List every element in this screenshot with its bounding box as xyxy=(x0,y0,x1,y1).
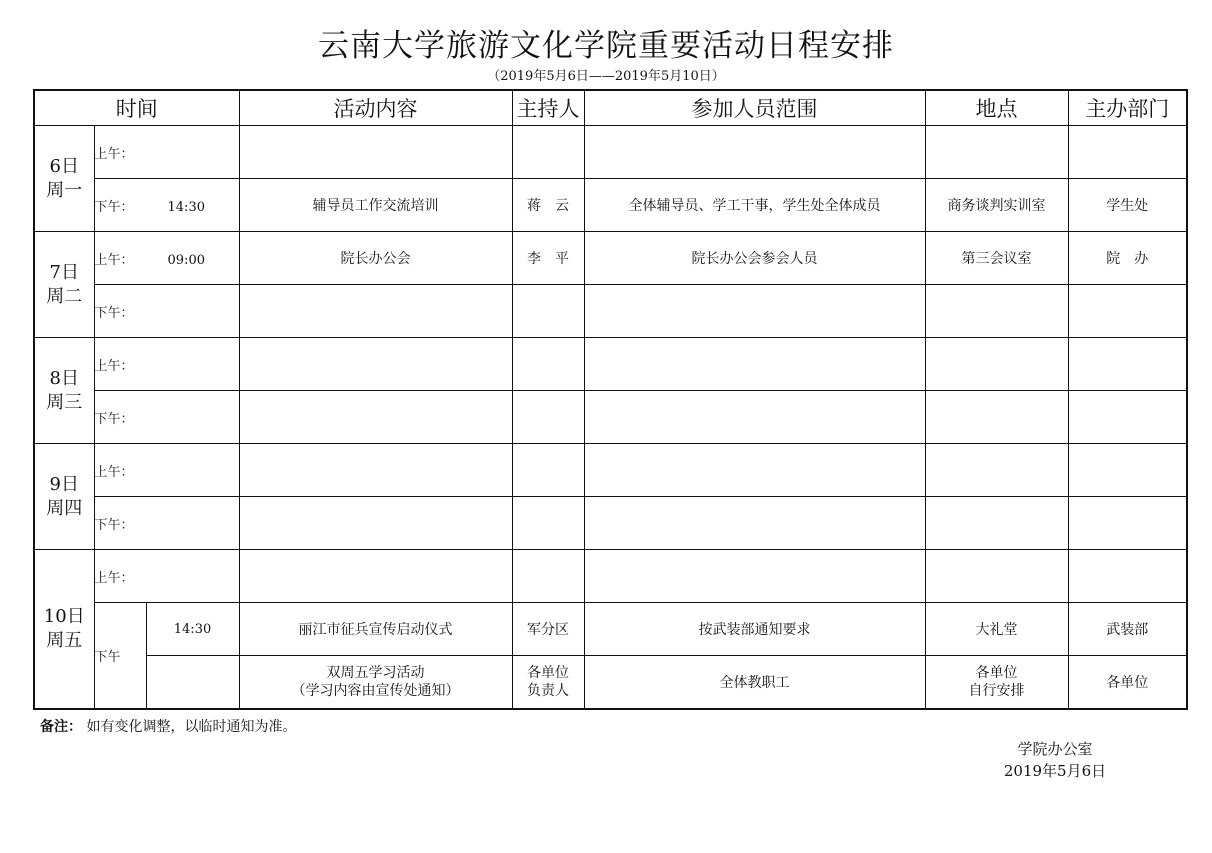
participants-cell xyxy=(584,126,925,179)
content-line: 双周五学习活动 xyxy=(326,665,425,681)
table-row xyxy=(34,603,1187,656)
content-cell xyxy=(239,444,512,497)
host-line: 负责人 xyxy=(527,683,569,699)
participants-cell: 全体辅导员、学工干事，学生处全体成员 xyxy=(584,179,925,232)
day-date: 9日 xyxy=(49,473,79,495)
location-cell xyxy=(925,550,1068,603)
location-cell: 商务谈判实训室 xyxy=(925,179,1068,232)
slot-time: 09:00 xyxy=(167,252,205,268)
host-line: 各单位 xyxy=(527,665,569,681)
department-cell: 院 办 xyxy=(1068,232,1187,285)
department-cell xyxy=(1068,444,1187,497)
content-cell xyxy=(239,285,512,338)
header-participants: 参加人员范围 xyxy=(584,90,925,126)
department-cell xyxy=(1068,497,1187,550)
participants-cell xyxy=(584,285,925,338)
content-cell xyxy=(239,656,512,710)
slot-am xyxy=(94,232,239,285)
content-cell: 丽江市征兵宣传启动仪式 xyxy=(239,603,512,656)
table-row xyxy=(34,391,1187,444)
department-cell: 武装部 xyxy=(1068,603,1187,656)
location-cell xyxy=(925,338,1068,391)
day-weekday: 周五 xyxy=(46,630,83,651)
location-cell xyxy=(925,656,1068,710)
table-row xyxy=(34,338,1187,391)
location-cell xyxy=(925,497,1068,550)
issuer-office: 学院办公室 xyxy=(1017,740,1093,758)
table-row xyxy=(34,232,1187,285)
location-cell xyxy=(925,391,1068,444)
slot-am: 上午： xyxy=(94,126,239,179)
slot-time xyxy=(146,656,239,710)
host-cell xyxy=(512,126,584,179)
participants-cell xyxy=(584,391,925,444)
day-cell xyxy=(34,232,94,338)
table-row xyxy=(34,126,1187,179)
day-cell xyxy=(34,126,94,232)
day-cell xyxy=(34,444,94,550)
day-weekday: 周一 xyxy=(46,179,83,201)
host-cell xyxy=(512,497,584,550)
location-line: 自行安排 xyxy=(968,683,1025,699)
day-date: 8日 xyxy=(49,367,79,389)
header-content: 活动内容 xyxy=(239,90,512,126)
header-location: 地点 xyxy=(925,90,1068,126)
content-cell xyxy=(239,338,512,391)
slot-time: 14:30 xyxy=(167,199,205,215)
host-cell xyxy=(512,656,584,710)
table-row xyxy=(34,550,1187,603)
slot-pm: 下午： xyxy=(94,285,239,338)
department-cell: 学生处 xyxy=(1068,179,1187,232)
table-row xyxy=(34,656,1187,710)
issue-date: 2019年5月6日 xyxy=(1003,762,1107,780)
location-cell: 第三会议室 xyxy=(925,232,1068,285)
day-cell xyxy=(34,338,94,444)
day-date: 10日 xyxy=(43,606,85,627)
page-title: 云南大学旅游文化学院重要活动日程安排 xyxy=(318,28,894,64)
participants-cell: 院长办公会参会人员 xyxy=(584,232,925,285)
location-cell xyxy=(925,444,1068,497)
slot-pm xyxy=(94,179,239,232)
department-cell xyxy=(1068,338,1187,391)
slot-am: 上午： xyxy=(94,550,239,603)
header-time: 时间 xyxy=(34,90,239,126)
day-weekday: 周四 xyxy=(46,497,83,519)
host-cell xyxy=(512,444,584,497)
slot-pm: 下午： xyxy=(94,391,239,444)
host-cell: 蒋 云 xyxy=(512,179,584,232)
slot-pm: 下午： xyxy=(94,497,239,550)
host-cell xyxy=(512,285,584,338)
department-cell: 各单位 xyxy=(1068,656,1187,710)
issuer-block xyxy=(1000,738,1110,782)
department-cell xyxy=(1068,285,1187,338)
content-cell: 辅导员工作交流培训 xyxy=(239,179,512,232)
slot-pm: 下午 xyxy=(94,603,146,710)
header-row xyxy=(34,90,1187,126)
slot-am: 上午： xyxy=(94,444,239,497)
day-cell xyxy=(34,550,94,710)
location-cell: 大礼堂 xyxy=(925,603,1068,656)
participants-cell: 按武装部通知要求 xyxy=(584,603,925,656)
header-department: 主办部门 xyxy=(1068,90,1187,126)
day-weekday: 周二 xyxy=(46,285,83,307)
day-date: 6日 xyxy=(49,155,79,177)
table-row xyxy=(34,285,1187,338)
date-range-subtitle: （2019年5月6日——2019年5月10日） xyxy=(487,69,725,84)
participants-cell xyxy=(584,497,925,550)
department-cell xyxy=(1068,391,1187,444)
schedule-table xyxy=(33,89,1188,710)
location-cell xyxy=(925,126,1068,179)
host-cell xyxy=(512,338,584,391)
participants-cell xyxy=(584,550,925,603)
content-cell xyxy=(239,497,512,550)
day-date: 7日 xyxy=(49,261,79,283)
department-cell xyxy=(1068,550,1187,603)
location-cell xyxy=(925,285,1068,338)
day-weekday: 周三 xyxy=(46,391,83,413)
slot-label: 下午： xyxy=(94,199,134,215)
participants-cell xyxy=(584,444,925,497)
table-row xyxy=(34,179,1187,232)
host-cell: 军分区 xyxy=(512,603,584,656)
content-cell xyxy=(239,391,512,444)
header-host: 主持人 xyxy=(512,90,584,126)
slot-am: 上午： xyxy=(94,338,239,391)
content-cell: 院长办公会 xyxy=(239,232,512,285)
location-line: 各单位 xyxy=(975,665,1018,681)
host-cell xyxy=(512,550,584,603)
content-line: （学习内容由宣传处通知） xyxy=(291,683,460,699)
remark-label: 备注： xyxy=(40,719,82,735)
remark-text: 如有变化调整，以临时通知为准。 xyxy=(86,719,297,735)
remark xyxy=(40,716,296,736)
host-cell xyxy=(512,391,584,444)
slot-label: 上午： xyxy=(94,252,134,268)
content-cell xyxy=(239,126,512,179)
participants-cell: 全体教职工 xyxy=(584,656,925,710)
content-cell xyxy=(239,550,512,603)
slot-time: 14:30 xyxy=(146,603,239,656)
table-row xyxy=(34,444,1187,497)
table-row xyxy=(34,497,1187,550)
host-cell: 李 平 xyxy=(512,232,584,285)
participants-cell xyxy=(584,338,925,391)
department-cell xyxy=(1068,126,1187,179)
